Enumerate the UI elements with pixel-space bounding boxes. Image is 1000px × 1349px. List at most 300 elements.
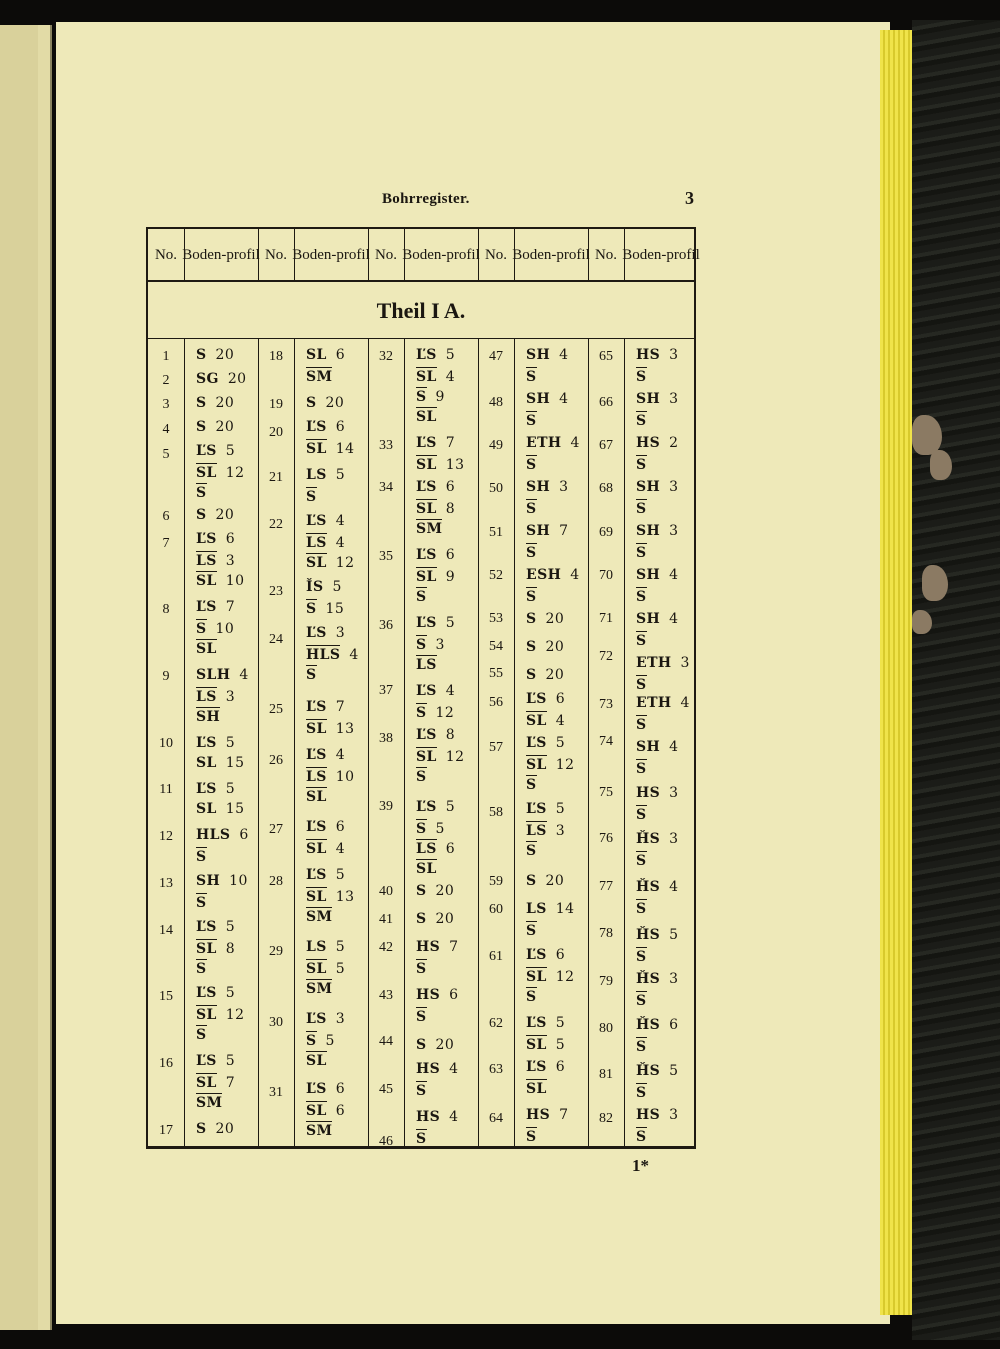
layer-thickness: 5 xyxy=(225,735,236,751)
soil-symbol: ĽS xyxy=(416,799,437,815)
header-bodenprofil xyxy=(404,229,478,280)
column-rule xyxy=(514,229,515,280)
soil-symbol: S xyxy=(526,843,537,859)
header-line: Boden- xyxy=(402,246,447,263)
boring-number: 5 xyxy=(162,447,170,462)
soil-profile-entry xyxy=(526,479,568,495)
soil-symbol: S xyxy=(306,667,317,683)
soil-symbol: SL xyxy=(526,757,547,773)
soil-symbol: SM xyxy=(306,981,333,997)
boring-number: 40 xyxy=(379,884,393,899)
boring-number: 64 xyxy=(489,1111,503,1126)
soil-profile-entry xyxy=(416,387,445,405)
layer-thickness: 4 xyxy=(555,713,566,729)
soil-profile-entry xyxy=(416,959,427,977)
soil-profile-entry xyxy=(306,939,345,955)
soil-profile-entry xyxy=(196,959,207,977)
boring-number: 75 xyxy=(599,785,613,800)
boring-number: 39 xyxy=(379,799,393,814)
soil-symbol: HS xyxy=(526,1107,551,1123)
soil-symbol: S xyxy=(526,639,537,655)
soil-symbol: S xyxy=(526,369,537,385)
layer-thickness: 3 xyxy=(669,971,679,987)
soil-symbol: ĽS xyxy=(416,547,437,563)
soil-symbol: ĽS xyxy=(196,919,217,935)
soil-profile-entry xyxy=(636,479,678,495)
layer-thickness: 20 xyxy=(215,1121,235,1137)
layer-thickness: 20 xyxy=(215,395,235,411)
layer-thickness: 6 xyxy=(445,479,456,495)
soil-profile-entry xyxy=(306,959,345,977)
soil-symbol: HS xyxy=(416,1061,441,1077)
soil-profile-entry xyxy=(306,439,354,457)
layer-thickness: 14 xyxy=(555,901,575,917)
boring-number: 35 xyxy=(379,549,393,564)
soil-profile-entry xyxy=(196,1005,244,1023)
soil-symbol: SM xyxy=(306,369,333,385)
soil-profile-entry xyxy=(196,599,235,615)
boring-number: 32 xyxy=(379,349,393,364)
soil-symbol: SL xyxy=(416,861,437,877)
soil-profile-entry xyxy=(526,1015,565,1031)
soil-profile-entry xyxy=(306,787,327,805)
layer-thickness: 3 xyxy=(669,479,679,495)
soil-profile-entry xyxy=(636,1127,647,1145)
column-rule xyxy=(588,229,589,280)
boring-number: 2 xyxy=(162,373,170,388)
soil-symbol: S xyxy=(636,633,647,649)
soil-profile-entry xyxy=(636,695,690,711)
soil-symbol: S xyxy=(306,1033,317,1049)
soil-symbol: SH xyxy=(636,567,661,583)
soil-profile-entry xyxy=(526,841,537,859)
soil-profile-entry xyxy=(636,631,647,649)
layer-thickness: 5 xyxy=(335,867,346,883)
layer-thickness: 5 xyxy=(555,1037,566,1053)
soil-symbol: ǏS xyxy=(306,579,324,595)
layer-thickness: 5 xyxy=(555,735,566,751)
column-rule xyxy=(478,339,479,1147)
boring-number: 26 xyxy=(269,753,283,768)
boring-number: 10 xyxy=(159,736,173,751)
boring-number: 60 xyxy=(489,902,503,917)
soil-profile-entry xyxy=(636,759,647,777)
layer-thickness: 3 xyxy=(669,347,679,363)
soil-profile-entry xyxy=(416,367,455,385)
boring-number: 36 xyxy=(379,618,393,633)
soil-profile-entry xyxy=(636,805,647,823)
soil-symbol: S xyxy=(416,1083,427,1099)
soil-symbol: S xyxy=(636,677,647,693)
soil-profile-entry xyxy=(416,1081,427,1099)
boring-number: 78 xyxy=(599,926,613,941)
boring-number: 13 xyxy=(159,876,173,891)
layer-thickness: 2 xyxy=(669,435,679,451)
soil-profile-entry xyxy=(526,711,565,729)
soil-profile-entry xyxy=(526,1059,565,1075)
soil-profile-entry xyxy=(636,367,647,385)
soil-profile-entry xyxy=(526,367,537,385)
layer-thickness: 5 xyxy=(555,801,566,817)
layer-thickness: 15 xyxy=(225,801,245,817)
boring-number: 79 xyxy=(599,974,613,989)
layer-thickness: 4 xyxy=(669,567,679,583)
soil-symbol: SH xyxy=(636,479,661,495)
soil-profile-entry xyxy=(526,523,568,539)
soil-profile-entry xyxy=(636,347,678,363)
soil-profile-entry xyxy=(416,859,437,877)
soil-profile-entry xyxy=(526,543,537,561)
soil-profile-entry xyxy=(636,411,647,429)
soil-profile-entry xyxy=(196,827,249,843)
header-line: Boden- xyxy=(512,246,557,263)
boring-number: 42 xyxy=(379,940,393,955)
soil-profile-entry xyxy=(306,467,345,483)
soil-profile-entry xyxy=(636,899,647,917)
column-rule xyxy=(184,229,185,280)
soil-profile-entry xyxy=(196,667,249,683)
boring-number: 21 xyxy=(269,470,283,485)
soil-symbol: S xyxy=(636,901,647,917)
soil-symbol: S xyxy=(306,395,317,411)
soil-symbol: S xyxy=(196,485,207,501)
soil-profile-entry xyxy=(306,645,359,663)
soil-symbol: S xyxy=(196,419,207,435)
soil-profile-entry xyxy=(636,1017,678,1033)
spine-tear-4 xyxy=(912,610,932,634)
soil-symbol: S xyxy=(306,601,317,617)
boring-number: 45 xyxy=(379,1082,393,1097)
spine-tear-3 xyxy=(922,565,948,601)
layer-thickness: 6 xyxy=(445,841,456,857)
soil-symbol: S xyxy=(196,347,207,363)
layer-thickness: 3 xyxy=(669,523,679,539)
boring-number: 57 xyxy=(489,740,503,755)
soil-symbol: S xyxy=(196,961,207,977)
soil-profile-entry xyxy=(306,979,332,997)
soil-profile-entry xyxy=(416,587,427,605)
soil-symbol: SL xyxy=(416,409,437,425)
boring-number: 70 xyxy=(599,568,613,583)
header-bodenprofil xyxy=(514,229,588,280)
boring-number: 9 xyxy=(162,669,170,684)
header-line: Boden- xyxy=(182,246,227,263)
layer-thickness: 9 xyxy=(435,389,445,405)
soil-symbol: LS xyxy=(526,823,547,839)
soil-symbol: ĽS xyxy=(306,819,327,835)
header-no: No. xyxy=(374,246,398,263)
soil-symbol: SL xyxy=(526,713,547,729)
soil-symbol: ȞS xyxy=(636,927,661,943)
soil-symbol: S xyxy=(416,961,427,977)
soil-symbol: ĽS xyxy=(196,443,217,459)
header-no: No. xyxy=(264,246,288,263)
soil-profile-entry xyxy=(306,1031,335,1049)
header-line: profil xyxy=(226,246,260,263)
header-no: No. xyxy=(154,246,178,263)
layer-thickness: 12 xyxy=(225,465,245,481)
soil-profile-entry xyxy=(196,1121,234,1137)
soil-profile-entry xyxy=(306,719,354,737)
soil-symbol: SL xyxy=(306,441,327,457)
soil-profile-entry xyxy=(306,625,345,641)
boring-number: 49 xyxy=(489,438,503,453)
column-rule xyxy=(624,339,625,1147)
soil-profile-entry xyxy=(196,781,235,797)
layer-thickness: 6 xyxy=(555,947,566,963)
soil-symbol: SH xyxy=(636,391,661,407)
layer-thickness: 4 xyxy=(335,513,346,529)
soil-symbol: ȞS xyxy=(636,1063,661,1079)
soil-profile-entry xyxy=(306,487,317,505)
soil-profile-entry xyxy=(416,819,445,837)
soil-profile-entry xyxy=(196,687,235,705)
soil-profile-entry xyxy=(416,747,464,765)
soil-profile-entry xyxy=(416,635,445,653)
soil-profile-entry xyxy=(196,483,207,501)
layer-thickness: 7 xyxy=(225,599,236,615)
soil-profile-entry xyxy=(636,991,647,1009)
layer-thickness: 5 xyxy=(555,1015,566,1031)
soil-profile-entry xyxy=(196,985,235,1001)
soil-symbol: S xyxy=(416,1131,427,1147)
soil-profile-entry xyxy=(196,939,235,957)
layer-thickness: 10 xyxy=(335,769,355,785)
soil-symbol: ĽS xyxy=(306,625,327,641)
layer-thickness: 13 xyxy=(445,457,465,473)
soil-profile-entry xyxy=(526,455,537,473)
layer-thickness: 20 xyxy=(435,911,455,927)
boring-number: 11 xyxy=(159,782,173,797)
soil-symbol: ETH xyxy=(526,435,562,451)
soil-symbol: S xyxy=(416,1037,427,1053)
header-no: No. xyxy=(484,246,508,263)
soil-profile-entry xyxy=(196,873,248,889)
soil-symbol: ĽS xyxy=(196,985,217,1001)
boring-number: 44 xyxy=(379,1034,393,1049)
soil-profile-entry xyxy=(306,699,345,715)
soil-profile-entry xyxy=(416,883,454,899)
soil-symbol: SH xyxy=(196,709,221,725)
soil-symbol: SH xyxy=(196,873,221,889)
soil-profile-entry xyxy=(416,839,455,857)
boring-number: 6 xyxy=(162,509,170,524)
soil-profile-entry xyxy=(306,839,345,857)
layer-thickness: 20 xyxy=(545,611,565,627)
layer-thickness: 6 xyxy=(335,1103,346,1119)
soil-symbol: ĽS xyxy=(196,735,217,751)
soil-symbol: SM xyxy=(306,909,333,925)
boring-number: 53 xyxy=(489,611,503,626)
soil-symbol: ĽS xyxy=(416,435,437,451)
soil-symbol: ĽS xyxy=(306,699,327,715)
boring-number: 29 xyxy=(269,944,283,959)
boring-number: 20 xyxy=(269,425,283,440)
soil-symbol: HS xyxy=(416,939,441,955)
layer-thickness: 20 xyxy=(215,347,235,363)
layer-thickness: 20 xyxy=(545,873,565,889)
layer-thickness: 3 xyxy=(335,1011,346,1027)
soil-symbol: ĽS xyxy=(416,479,437,495)
soil-symbol: S xyxy=(636,853,647,869)
soil-symbol: S xyxy=(526,989,537,1005)
soil-profile-entry xyxy=(306,767,354,785)
layer-thickness: 3 xyxy=(225,689,236,705)
soil-symbol: S xyxy=(416,589,427,605)
header-no: No. xyxy=(594,246,618,263)
soil-profile-entry xyxy=(636,927,678,943)
soil-symbol: SL xyxy=(306,1053,327,1069)
soil-profile-entry xyxy=(526,435,580,451)
soil-symbol: ĽS xyxy=(306,747,327,763)
layer-thickness: 4 xyxy=(570,567,580,583)
soil-symbol: S xyxy=(526,667,537,683)
soil-symbol: ĽS xyxy=(196,1053,217,1069)
soil-symbol: SG xyxy=(196,371,219,387)
soil-profile-entry xyxy=(196,639,217,657)
soil-symbol: LS xyxy=(306,939,327,955)
column-rule xyxy=(368,229,369,280)
boring-number: 63 xyxy=(489,1062,503,1077)
soil-profile-entry xyxy=(526,1079,547,1097)
soil-profile-entry xyxy=(416,567,455,585)
soil-profile-entry xyxy=(196,1073,235,1091)
layer-thickness: 20 xyxy=(545,667,565,683)
header-line: Boden- xyxy=(292,246,337,263)
soil-symbol: S xyxy=(636,501,647,517)
layer-thickness: 10 xyxy=(225,573,245,589)
layer-thickness: 3 xyxy=(435,637,445,653)
soil-symbol: S xyxy=(526,501,537,517)
layer-thickness: 6 xyxy=(449,987,459,1003)
soil-profile-entry xyxy=(526,755,574,773)
soil-symbol: S xyxy=(526,1129,537,1145)
boring-number: 71 xyxy=(599,611,613,626)
boring-number: 37 xyxy=(379,683,393,698)
column-rule xyxy=(624,229,625,280)
column-rule xyxy=(514,339,515,1147)
layer-thickness: 3 xyxy=(669,1107,679,1123)
layer-thickness: 4 xyxy=(445,369,456,385)
soil-profile-entry xyxy=(306,1101,345,1119)
soil-profile-entry xyxy=(196,893,207,911)
soil-profile-entry xyxy=(306,419,345,435)
soil-symbol: SL xyxy=(196,573,217,589)
soil-profile-entry xyxy=(196,371,247,387)
soil-symbol: HLS xyxy=(306,647,341,663)
layer-thickness: 12 xyxy=(445,749,465,765)
column-rule xyxy=(184,339,185,1147)
layer-thickness: 6 xyxy=(445,547,456,563)
soil-profile-entry xyxy=(526,347,568,363)
boring-number: 4 xyxy=(162,422,170,437)
soil-symbol: ĽS xyxy=(196,599,217,615)
layer-thickness: 20 xyxy=(435,883,455,899)
layer-thickness: 5 xyxy=(435,821,445,837)
soil-symbol: S xyxy=(416,911,427,927)
soil-profile-entry xyxy=(526,587,537,605)
soil-profile-entry xyxy=(196,919,235,935)
signature-mark: 1* xyxy=(632,1156,649,1175)
header-bodenprofil xyxy=(294,229,368,280)
soil-profile-entry xyxy=(636,499,647,517)
soil-profile-entry xyxy=(416,1109,458,1125)
soil-symbol: LS xyxy=(306,769,327,785)
soil-profile-entry xyxy=(306,1081,345,1097)
soil-symbol: S xyxy=(196,621,207,637)
soil-profile-entry xyxy=(416,767,427,785)
boring-number: 47 xyxy=(489,349,503,364)
layer-thickness: 5 xyxy=(225,919,236,935)
soil-symbol: ĽS xyxy=(416,727,437,743)
soil-profile-entry xyxy=(636,1083,647,1101)
soil-symbol: S xyxy=(416,769,427,785)
soil-profile-entry xyxy=(636,785,678,801)
soil-profile-entry xyxy=(636,1037,647,1055)
soil-symbol: ĽS xyxy=(306,1081,327,1097)
soil-profile-entry xyxy=(306,1051,327,1069)
boring-number: 30 xyxy=(269,1015,283,1030)
soil-symbol: S xyxy=(196,1121,207,1137)
soil-symbol: HS xyxy=(636,435,661,451)
soil-symbol: SL xyxy=(306,961,327,977)
header-line: profil xyxy=(336,246,370,263)
boring-number: 38 xyxy=(379,731,393,746)
layer-thickness: 5 xyxy=(669,927,679,943)
soil-profile-entry xyxy=(416,435,455,451)
page-block-edge xyxy=(880,30,912,1315)
boring-number: 17 xyxy=(159,1123,173,1138)
soil-profile-entry xyxy=(416,547,455,563)
soil-symbol: ȞS xyxy=(636,971,661,987)
soil-profile-entry xyxy=(416,519,442,537)
soil-profile-entry xyxy=(416,347,455,363)
soil-symbol: ȞS xyxy=(636,831,661,847)
soil-profile-entry xyxy=(196,1093,222,1111)
header-line: Boden- xyxy=(622,246,667,263)
boring-number: 14 xyxy=(159,923,173,938)
soil-profile-entry xyxy=(306,599,344,617)
layer-thickness: 3 xyxy=(225,553,236,569)
layer-thickness: 6 xyxy=(225,531,236,547)
soil-profile-entry xyxy=(306,887,354,905)
layer-thickness: 6 xyxy=(555,1059,566,1075)
soil-profile-entry xyxy=(636,523,678,539)
layer-thickness: 4 xyxy=(449,1109,459,1125)
soil-profile-entry xyxy=(416,1061,458,1077)
boring-number: 50 xyxy=(489,481,503,496)
soil-symbol: S xyxy=(526,611,537,627)
soil-profile-entry xyxy=(196,755,244,771)
boring-number: 28 xyxy=(269,874,283,889)
column-rule xyxy=(294,229,295,280)
soil-symbol: SM xyxy=(306,1123,333,1139)
layer-thickness: 4 xyxy=(349,647,359,663)
borehole-register-table xyxy=(146,227,700,1149)
boring-number: 1 xyxy=(162,349,170,364)
layer-thickness: 15 xyxy=(325,601,345,617)
soil-profile-entry xyxy=(636,543,647,561)
soil-profile-entry xyxy=(306,533,345,551)
layer-thickness: 10 xyxy=(229,873,248,889)
soil-symbol: S xyxy=(526,923,537,939)
soil-symbol: S xyxy=(636,761,647,777)
layer-thickness: 12 xyxy=(225,1007,245,1023)
soil-symbol: SH xyxy=(526,523,551,539)
layer-thickness: 4 xyxy=(669,611,679,627)
boring-number: 15 xyxy=(159,989,173,1004)
soil-profile-entry xyxy=(526,691,565,707)
